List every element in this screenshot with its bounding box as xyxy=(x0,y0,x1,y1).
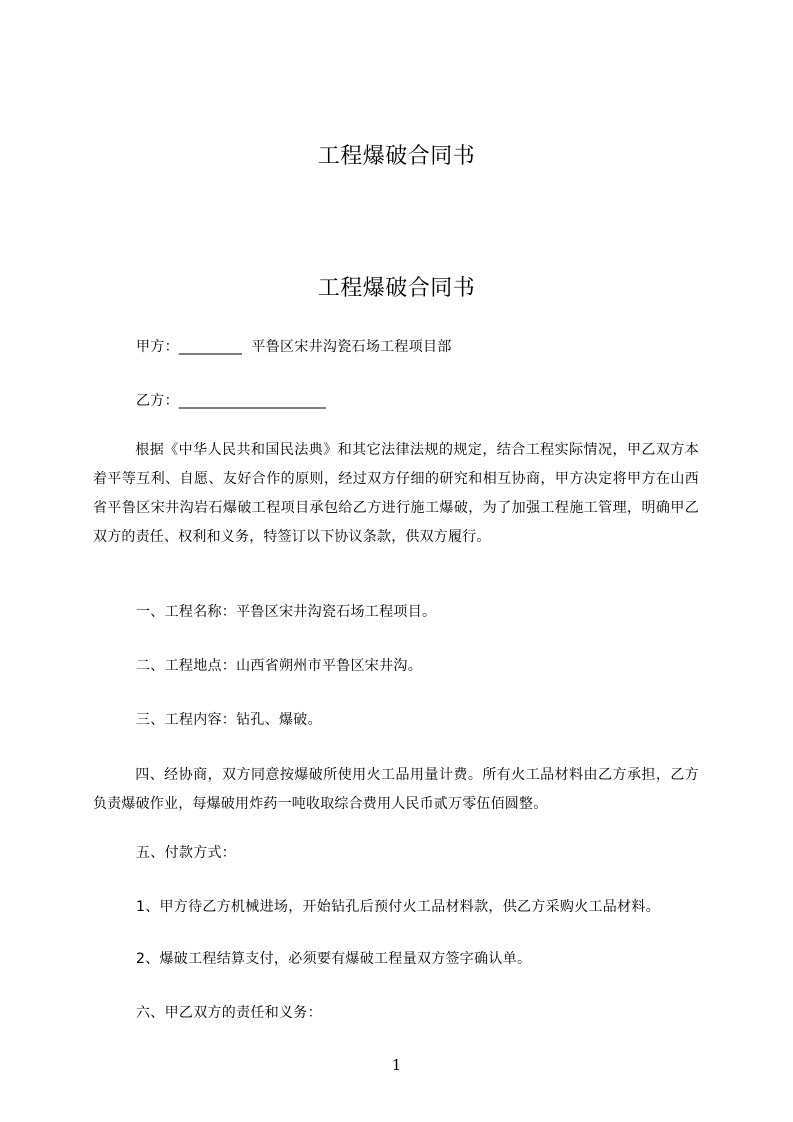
clause-2: 二、工程地点：山西省朔州市平鲁区宋井沟。 xyxy=(136,658,422,674)
clause-4 xyxy=(93,761,699,819)
clause-5-item-2: 2、爆破工程结算支付，必须要有爆破工程量双方签字确认单。 xyxy=(136,951,532,967)
party-a-label: 甲方： xyxy=(136,339,179,355)
contract-title: 工程爆破合同书 xyxy=(317,276,476,301)
party-a-line xyxy=(136,337,452,357)
party-b-label: 乙方： xyxy=(136,393,179,409)
party-a-value: 平鲁区宋井沟瓷石场工程项目部 xyxy=(251,339,452,355)
clause-5: 五、付款方式： xyxy=(136,845,237,861)
party-a-blank: _________ xyxy=(178,339,242,355)
clause-1: 一、工程名称：平鲁区宋井沟瓷石场工程项目。 xyxy=(136,604,437,620)
clause-4-text: 四、经协商，双方同意按爆破所使用火工品用量计费。所有火工品材料由乙方承担，乙方负责爆破作业，每爆破用炸药一吨收取综合费用人民币贰万零伍佰圆整。 xyxy=(93,767,699,812)
party-b-blank: _____________________ xyxy=(178,393,326,409)
clause-3: 三、工程内容：钻孔、爆破。 xyxy=(136,712,322,728)
page-number: 1 xyxy=(391,1056,402,1074)
clause-5-item-1: 1、甲方待乙方机械进场，开始钻孔后预付火工品材料款，供乙方采购火工品材料。 xyxy=(136,899,661,915)
preamble-text: 根据《中华人民共和国民法典》和其它法律法规的规定，结合工程实际情况，甲乙双方本着平等互利、自愿、友好合作的原则，经过双方仔细的研究和相互协商，甲方决定将甲方在山西省平鲁区宋井沟岩石爆破工程项目承包给乙方进行施工爆破，为了加强工程施工管理，明确甲乙双方的责任、权利和义务，特签订以下协议条款，供双方履行。 xyxy=(93,442,699,545)
preamble-paragraph xyxy=(93,436,699,552)
clause-6: 六、甲乙双方的责任和义务： xyxy=(136,1005,322,1021)
party-b-line xyxy=(136,391,326,411)
document-title: 工程爆破合同书 xyxy=(317,144,476,169)
